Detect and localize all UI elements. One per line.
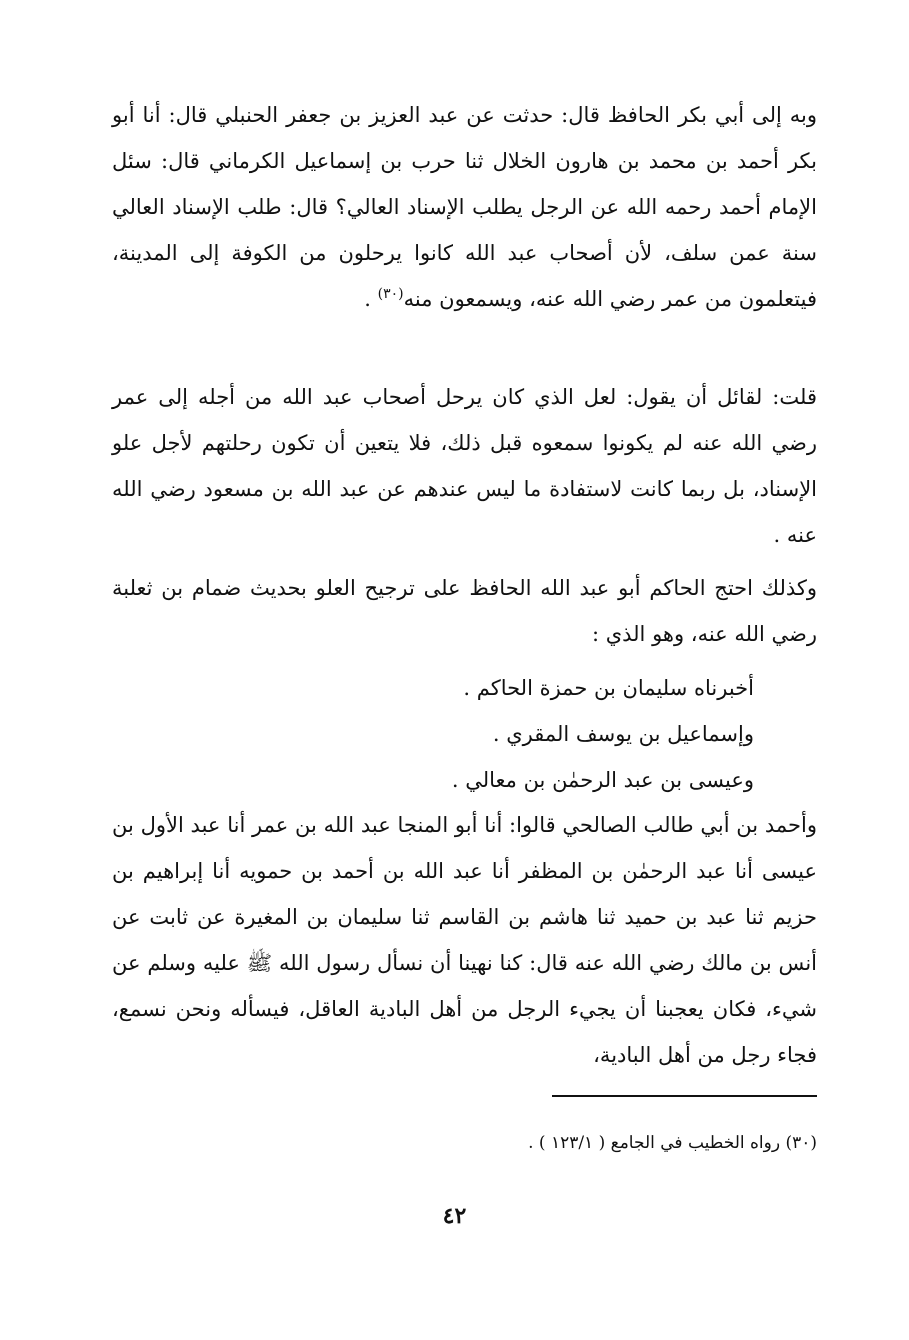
paragraph-2: [112, 374, 817, 558]
narrator-line-2: وإسماعيل بن يوسف المقري .: [492, 722, 754, 746]
narrator-list: [234, 665, 754, 803]
paragraph-3-text: وكذلك احتج الحاكم أبو عبد الله الحافظ على ترجيح العلو بحديث ضمام بن ثعلبة رضي الله عنه، وهو الذي :: [112, 576, 817, 646]
paragraph-1: [112, 92, 817, 322]
page-number: ٤٢: [442, 1203, 467, 1229]
paragraph-3: [112, 565, 817, 657]
footnote-divider: [552, 1095, 817, 1097]
footnote-marker-30: (٣٠): [377, 286, 404, 302]
paragraph-4-text: وأحمد بن أبي طالب الصالحي قالوا: أنا أبو المنجا عبد الله بن عمر أنا عبد الأول بن عيسى أنا عبد الرحمٰن بن المظفر أنا عبد الله بن أحمد بن حمويه أنا إبراهيم بن حزيم ثنا عبد بن حميد ثنا هاشم بن القاسم ثنا سليمان بن المغيرة عن ثابت عن أنس بن مالك رضي الله عنه قال: كنا نهينا أن نسأل رسول الله ﷺ عليه وسلم عن شيء، فكان يعجبنا أن يجيء الرجل من أهل البادية العاقل، فيسأله ونحن نسمع، فجاء رجل من أهل البادية،: [112, 813, 817, 1067]
paragraph-1-text: وبه إلى أبي بكر الحافظ قال: حدثت عن عبد العزيز بن جعفر الحنبلي قال: أنا أبو بكر أحمد بن محمد بن هارون الخلال ثنا حرب بن إسماعيل الكرماني قال: سئل الإمام أحمد رحمه الله عن الرجل يطلب الإسناد العالي؟ قال: طلب الإسناد العالي سنة عمن سلف، لأن أصحاب عبد الله كانوا يرحلون من الكوفة إلى المدينة، فيتعلمون من عمر رضي الله عنه، ويسمعون منه: [112, 103, 817, 311]
narrator-line-1: أخبرناه سليمان بن حمزة الحاكم .: [463, 676, 754, 700]
paragraph-4: [112, 802, 817, 1078]
paragraph-2-text: قلت: لقائل أن يقول: لعل الذي كان يرحل أصحاب عبد الله من أجله إلى عمر رضي الله عنه لم يكونوا سمعوه قبل ذلك، فلا يتعين أن تكون رحلتهم لأجل علو الإسناد، بل ربما كانت لاستفادة ما ليس عندهم عن عبد الله بن مسعود رضي الله عنه .: [112, 385, 817, 547]
narrator-line-3: وعيسى بن عبد الرحمٰن بن معالي .: [451, 768, 754, 792]
footnote: (٣٠) رواه الخطيب في الجامع ( ١٢٣/١ ) .: [528, 1133, 817, 1153]
paragraph-1-end: .: [364, 287, 378, 311]
